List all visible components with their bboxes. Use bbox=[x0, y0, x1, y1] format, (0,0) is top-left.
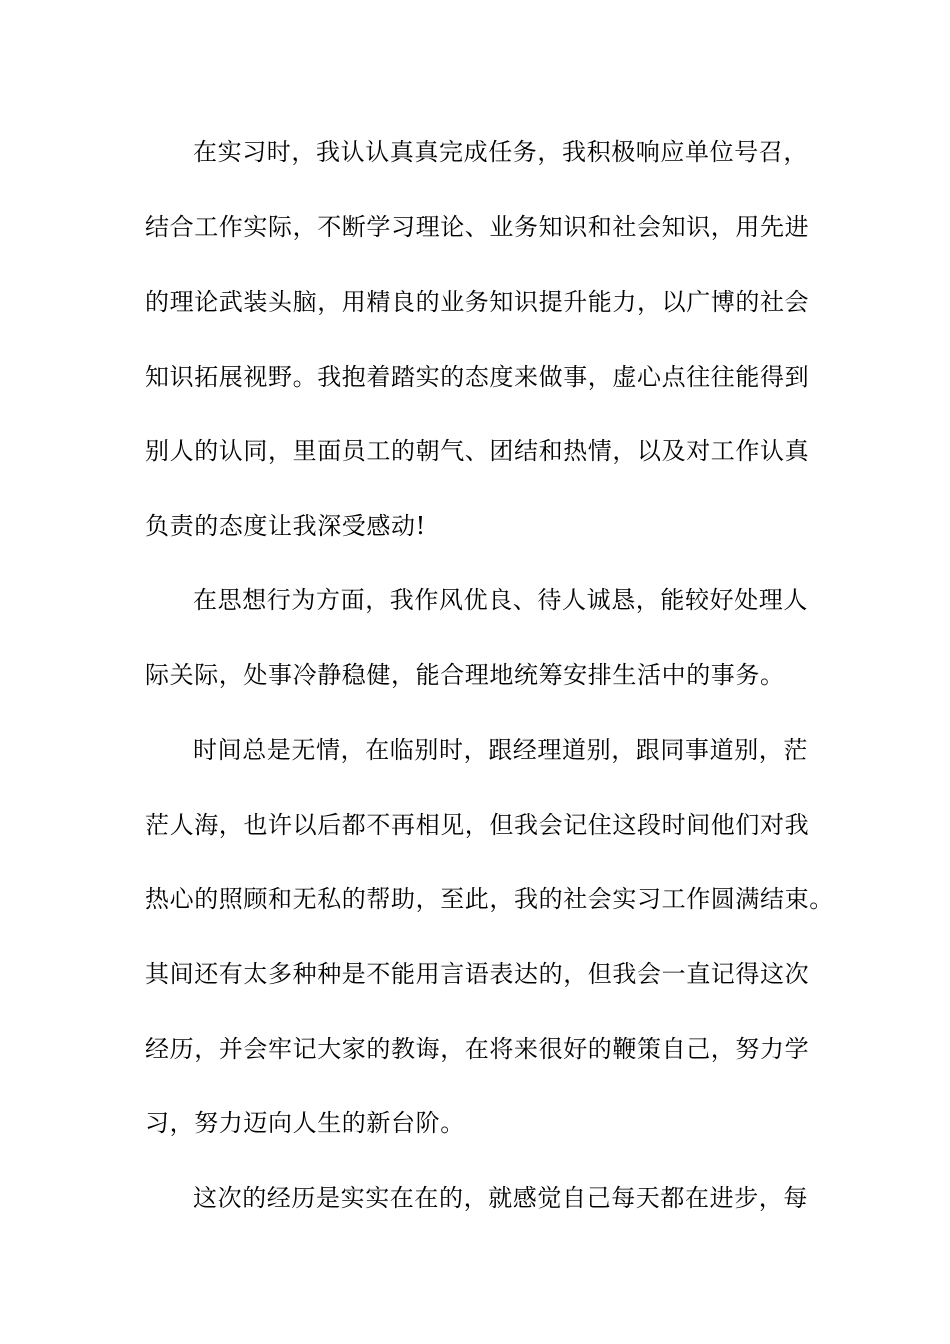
paragraph-line: 习，努力迈向人生的新台阶。 bbox=[145, 1109, 465, 1137]
paragraph-line: 其间还有太多种种是不能用言语表达的，但我会一直记得这次 bbox=[145, 960, 810, 988]
paragraph-line: 的理论武装头脑，用精良的业务知识提升能力，以广博的社会 bbox=[145, 288, 810, 316]
paragraph-line: 这次的经历是实实在在的，就感觉自己每天都在进步，每 bbox=[193, 1184, 808, 1212]
paragraph-line: 际关际，处事冷静稳健，能合理地统筹安排生活中的事务。 bbox=[145, 661, 785, 689]
paragraph-line: 结合工作实际，不断学习理论、业务知识和社会知识，用先进 bbox=[145, 213, 810, 241]
paragraph-line: 别人的认同，里面员工的朝气、团结和热情，以及对工作认真 bbox=[145, 437, 810, 465]
paragraph-line: 在思想行为方面，我作风优良、待人诚恳，能较好处理人 bbox=[193, 586, 808, 614]
paragraph-line: 经历，并会牢记大家的教诲，在将来很好的鞭策自己，努力学 bbox=[145, 1035, 810, 1063]
paragraph-line: 在实习时，我认认真真完成任务，我积极响应单位号召， bbox=[193, 138, 808, 166]
paragraph-line: 热心的照顾和无私的帮助，至此，我的社会实习工作圆满结束。 bbox=[145, 885, 834, 913]
paragraph-line: 时间总是无情，在临别时，跟经理道别，跟同事道别，茫 bbox=[193, 736, 808, 764]
paragraph-line: 负责的态度让我深受感动! bbox=[145, 512, 426, 540]
paragraph-line: 茫人海，也许以后都不再相见，但我会记住这段时间他们对我 bbox=[145, 811, 810, 839]
paragraph-line: 知识拓展视野。我抱着踏实的态度来做事，虚心点往往能得到 bbox=[145, 363, 810, 391]
